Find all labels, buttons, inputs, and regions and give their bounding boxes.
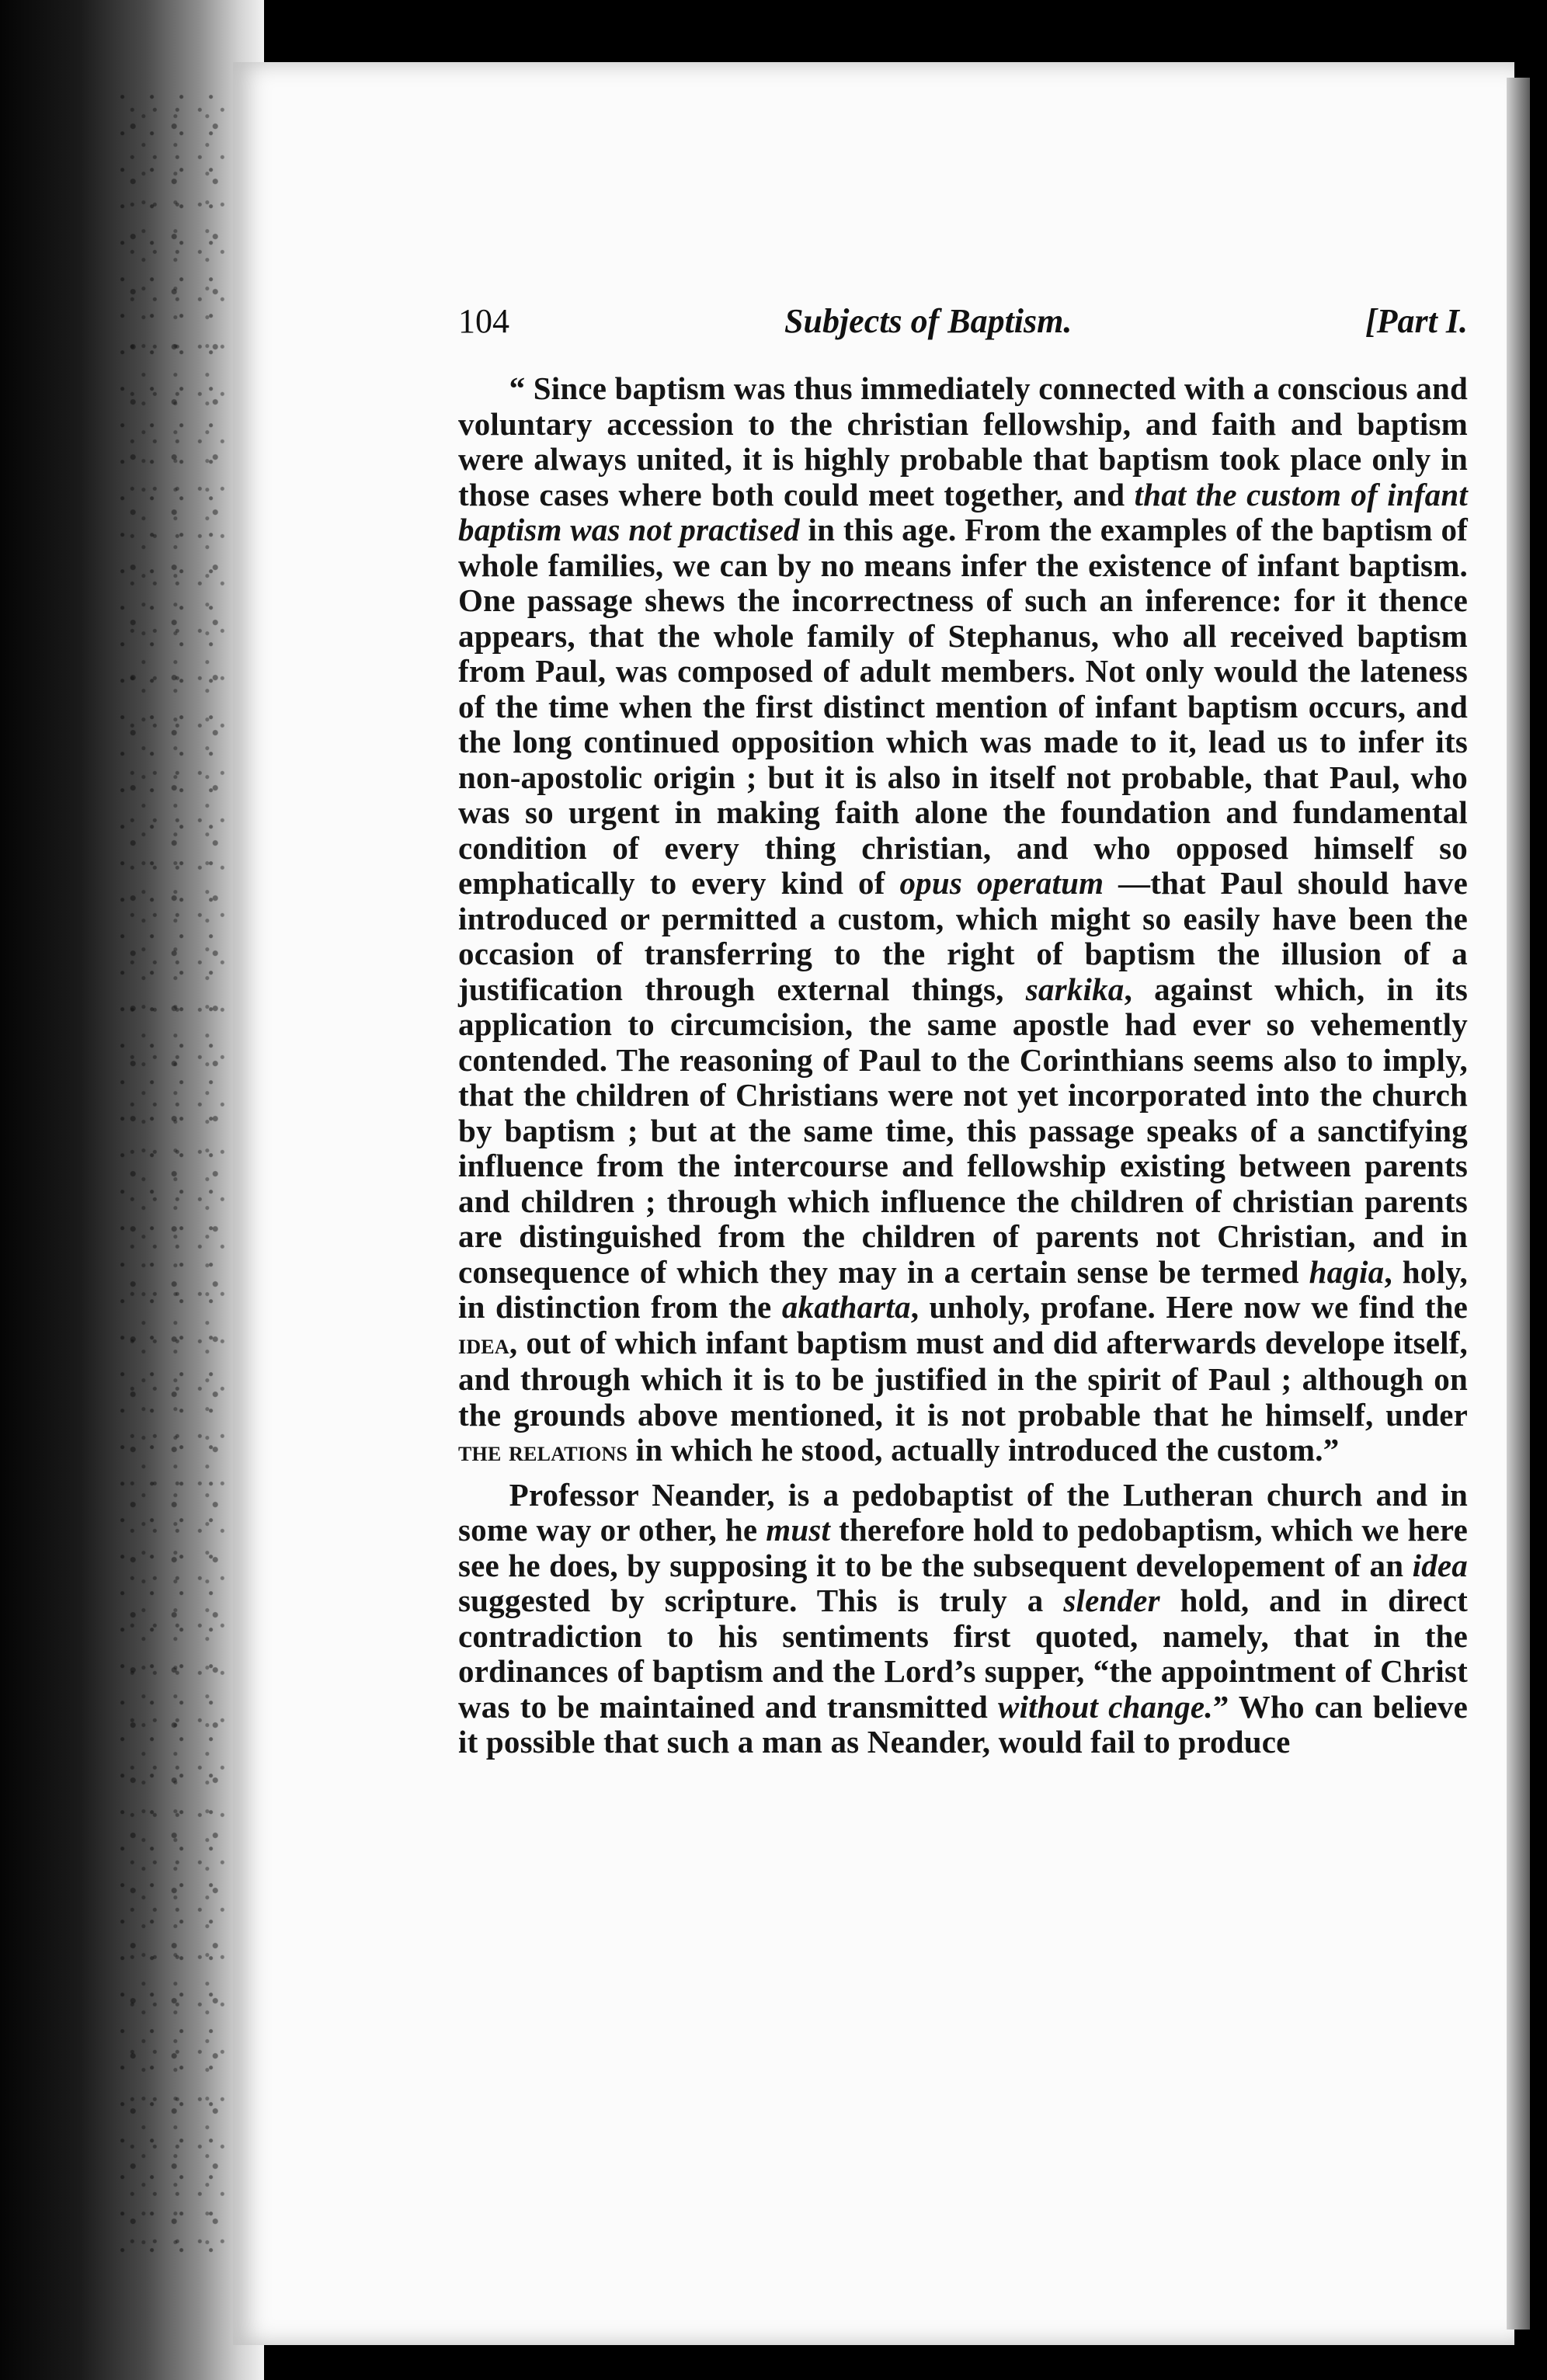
quoted-paragraph xyxy=(458,371,1468,1470)
text-run: hold, and in direct contradiction to his sentiments first quoted, namely, that in the ordinances of baptism and the Lord’s supper, “the appointment of Christ was to be maintained and transmitted xyxy=(458,1583,1468,1725)
italic-run: that the custom of infant baptism was not practised xyxy=(458,476,1468,547)
part-label: [Part I. xyxy=(1365,302,1468,340)
body-text xyxy=(458,371,1468,1760)
text-run: “ Since baptism was thus immediately connected with a conscious and voluntary accession to the christian fellowship, and faith and baptism were always united, it is highly probable that baptism took place only in those cases where both could meet together, and xyxy=(458,370,1468,512)
running-title: Subjects of Baptism. xyxy=(784,302,1072,340)
text-run: suggested by scripture. This is truly a xyxy=(458,1583,1064,1618)
italic-run: slender xyxy=(1063,1583,1160,1618)
page-number: 104 xyxy=(458,302,509,340)
italic-run: sarkika xyxy=(1025,971,1125,1007)
text-run: in which he stood, actually introduced the custom.” xyxy=(627,1432,1340,1468)
small-caps-run: idea xyxy=(458,1327,509,1360)
page-right-edge xyxy=(1507,78,1530,2330)
italic-run: must xyxy=(766,1512,831,1548)
text-run: ” Who can believe it possible that such a man as Neander, would fail to produce xyxy=(458,1688,1468,1760)
text-run: Professor Neander, is a pedobaptist of the Lutheran church and in some way or other, he xyxy=(458,1476,1468,1548)
italic-run: akatharta xyxy=(781,1289,911,1325)
running-head xyxy=(458,301,1468,348)
text-run: therefore hold to pedobaptism, which we here see he does, by supposing it to be the subsequent developement of an xyxy=(458,1512,1468,1583)
text-run: , against which, in its application to circumcision, the same apostle had ever so vehemently contended. The reasoning of Paul to the Corinthians seems also to imply, that the children of Christians were not yet incorporated into the church by baptism ; but at the same time, this passage speaks of a sanctifying influence from the intercourse and fellowship existing between parents and children ; through which influence the children of christian parents are distinguished from the children of parents not Christian, and in consequence of which they may in a certain sense be termed xyxy=(458,971,1468,1290)
italic-run: idea xyxy=(1412,1547,1468,1583)
small-caps-run: the relations xyxy=(458,1435,628,1468)
text-run: , out of which infant baptism must and did afterwards develope itself, and through which it is to be justified in the spirit of Paul ; although on the grounds above mentioned, it is not probable that he himself, under xyxy=(458,1324,1468,1433)
text-run: —that Paul should have introduced or permitted a custom, which might so easily have been the occasion of transferring to the right of baptism the illusion of a justification through external things, xyxy=(458,865,1468,1007)
text-run: , unholy, profane. Here now we find the xyxy=(910,1289,1469,1325)
commentary-paragraph xyxy=(458,1478,1468,1760)
italic-run: opus operatum xyxy=(899,865,1104,901)
italic-run: without change. xyxy=(998,1688,1213,1725)
text-run: , holy, in distinction from the xyxy=(458,1253,1468,1325)
text-run: in this age. From the examples of the baptism of whole families, we can by no means infer the existence of infant baptism. One passage shews the incorrectness of such an inference: for it thence appears, that the whole family of Stephanus, who all received baptism from Paul, was composed of adult members. Not only would the lateness of the time when the first distinct mention of infant baptism occurs, and the long continued opposition which was made to it, lead us to infer its non-apostolic origin ; but it is also in itself not probable, that Paul, who was so urgent in making faith alone the foundation and fundamental condition of every thing christian, and who opposed himself so emphatically to every kind of xyxy=(458,512,1469,901)
italic-run: hagia xyxy=(1309,1253,1385,1290)
